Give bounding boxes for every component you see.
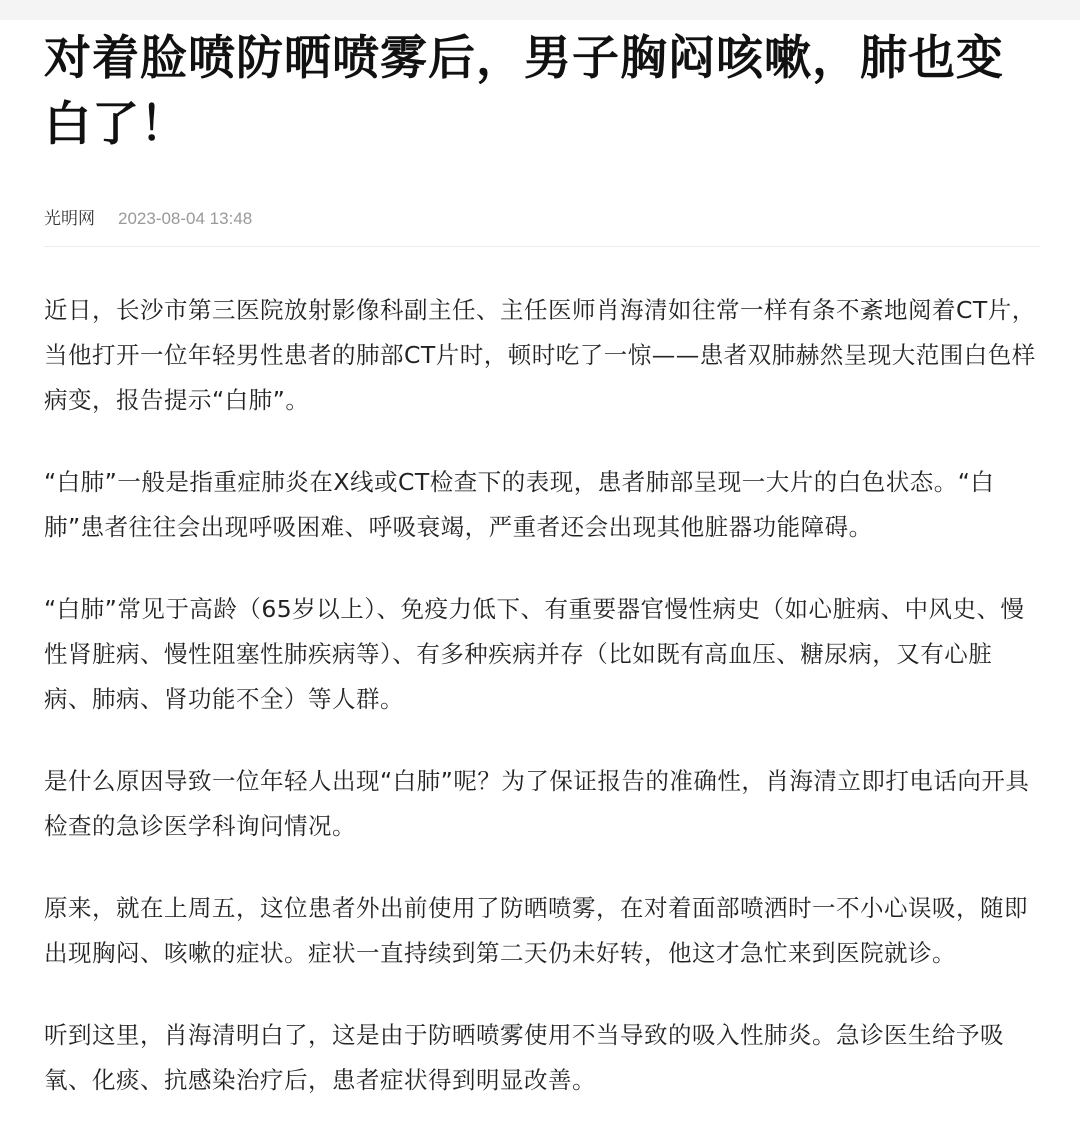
- article-paragraph: 听到这里，肖海清明白了，这是由于防晒喷雾使用不当导致的吸入性肺炎。急诊医生给予吸氧、化痰、抗感染治疗后，患者症状得到明显改善。: [44, 1021, 1004, 1094]
- article-body: [44, 288, 1040, 1103]
- article-paragraph: “白肺”常见于高龄（65岁以上）、免疫力低下、有重要器官慢性病史（如心脏病、中风史、慢性肾脏病、慢性阻塞性肺疾病等）、有多种疾病并存（比如既有高血压、糖尿病，又有心脏病、肺病、肾功能不全）等人群。: [44, 595, 1025, 713]
- article-datetime: 2023-08-04 13:48: [118, 209, 253, 228]
- article-meta: [44, 203, 1040, 235]
- article-paragraph: “白肺”一般是指重症肺炎在X线或CT检查下的表现，患者肺部呈现一大片的白色状态。“白肺”患者往往会出现呼吸困难、呼吸衰竭，严重者还会出现其他脏器功能障碍。: [44, 468, 995, 541]
- top-strip: [0, 0, 1080, 20]
- article-title: 对着脸喷防晒喷雾后，男子胸闷咳嗽，肺也变白了！: [44, 31, 1004, 152]
- article: [44, 20, 1040, 1140]
- article-paragraph: 原来，就在上周五，这位患者外出前使用了防晒喷雾，在对着面部喷洒时一不小心误吸，随即出现胸闷、咳嗽的症状。症状一直持续到第二天仍未好转，他这才急忙来到医院就诊。: [44, 894, 1028, 967]
- article-paragraph: 是什么原因导致一位年轻人出现“白肺”呢？为了保证报告的准确性，肖海清立即打电话向开具检查的急诊医学科询问情况。: [44, 767, 1030, 840]
- article-paragraph: 近日，长沙市第三医院放射影像科副主任、主任医师肖海清如往常一样有条不紊地阅着CT片，当他打开一位年轻男性患者的肺部CT片时，顿时吃了一惊——患者双肺赫然呈现大范围白色样病变，报告提示“白肺”。: [44, 296, 1036, 414]
- article-source[interactable]: 光明网: [44, 209, 95, 229]
- meta-divider: [44, 246, 1040, 247]
